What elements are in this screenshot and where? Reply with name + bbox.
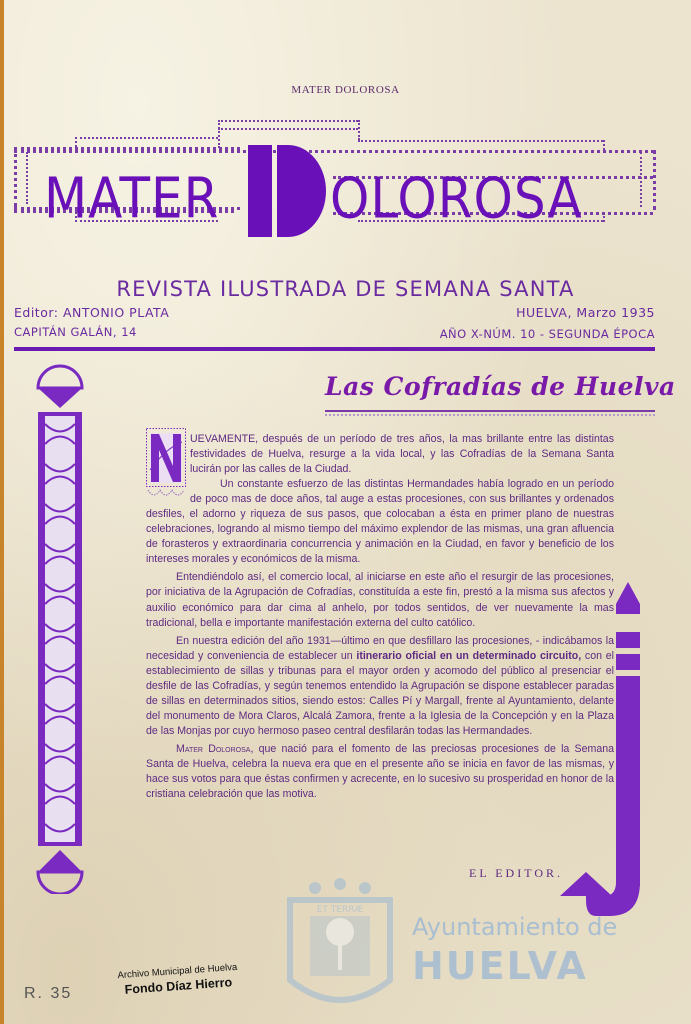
masthead-title-left: MATER <box>44 165 220 231</box>
left-ornamental-column-icon <box>30 364 90 894</box>
archive-stamp-line-1: Archivo Municipal de Huelva <box>117 961 238 982</box>
paragraph-3: Entendiéndolo así, el comercio local, al iniciarse en este año el resurgir de las procesiones, por iniciativa de la Agrupación de Cofradías, constituída a este fin, prestó a la misma sus afectos y auxilio económico para dar cima al anhelo, por todos sentidos, de ver nuevamente la mas tradicional, bella e importante manifestación externa del culto católico. <box>146 571 614 629</box>
masthead-rule <box>14 347 655 351</box>
paragraph-2: Un constante esfuerzo de las distintas Hermandades había logrado en un período de poco mas de doce años, tal auge a estas procesiones, con sus brillantes y ordenados desfiles, el adorno y riqueza de sus pasos, que colocaban a ésta en primer plano de nuestras celebraciones, logrando al mismo tiempo del máximo explendor de las mismas, una gran afluencia de forasteros y extraordinaria concurrencia y animación en la Ciudad, en favor y beneficio de los intereses morales y económicos de la misma. <box>146 478 614 566</box>
masthead-title-right: OLOROSA <box>330 165 583 231</box>
title-underline-dotted <box>325 414 655 416</box>
dropcap-n-icon <box>146 428 186 500</box>
paragraph-4: En nuestra edición del año 1931—último en que desfillaro las procesiones, - indicábamos la necesidad y conveniencia de establecer un itinerario oficial en un determinado circuito, con el establecimiento de sillas y tribunas para el mayor orden y acomodo del público al presenciar el desfile de las Cofradías, y según tenemos entendido la Agrupación se dispone establecer paradas de sillas en determinados sitios, siendo estos: Calles Pí y Margall, frente al Ayuntamiento, delante del monumento de Mora Claros, Alcalá Zamora, frente a la Iglesia de la Concepción y en la Plaza de las Monjas por cuyo hermoso paseo central desfilarán todas las Hermandades. <box>146 634 614 737</box>
archive-stamp-line-2: Fondo Díaz Hierro <box>124 975 233 997</box>
reference-number: R. 35 <box>24 985 73 1002</box>
editor-line: Editor: ANTONIO PLATA <box>14 305 170 320</box>
archive-stamp <box>117 962 238 997</box>
article-title: Las Cofradías de Huelva <box>325 372 676 401</box>
paragraph-5: Mater Dolorosa, que nació para el fomento de las preciosas procesiones de la Semana Santa de Huelva, celebra la nueva era que en el presente año se inicia en favor de las mismas, y hace sus votos para que éstas confirmen y acrecente, en lo sucesivo su prosperidad en honor de la cristiana celebración que las motiva. <box>146 742 614 801</box>
shield-top-text: ET TERRÆ <box>316 905 364 915</box>
big-d-initial-icon <box>248 145 326 237</box>
paragraph-1: UEVAMENTE, después de un período de tres años, la mas brillante entre las distintas festividades de Huelva, resurge a la vida local, y las Cofradías de la Semana Santa lucirán por las calles de la Ciudad. <box>146 432 614 477</box>
place-date: HUELVA, Marzo 1935 <box>516 305 655 320</box>
address-line: CAPITÁN GALÁN, 14 <box>14 325 137 339</box>
running-head: MATER DOLOROSA <box>291 84 400 96</box>
title-underline <box>325 410 655 412</box>
mater-dolorosa-smallcaps: Mater Dolorosa <box>176 742 251 755</box>
watermark-line-2: HUELVA <box>412 944 588 988</box>
watermark-line-1: Ayuntamiento de <box>412 913 618 941</box>
article-body <box>146 432 614 802</box>
issue-line: AÑO X-NÚM. 10 - SEGUNDA ÉPOCA <box>439 327 655 341</box>
masthead-subtitle: REVISTA ILUSTRADA DE SEMANA SANTA <box>116 277 575 301</box>
masthead-title <box>0 145 691 245</box>
signature: EL EDITOR. <box>469 866 563 880</box>
bold-itinerary: itinerario oficial en un determinado circuito, <box>356 649 582 662</box>
